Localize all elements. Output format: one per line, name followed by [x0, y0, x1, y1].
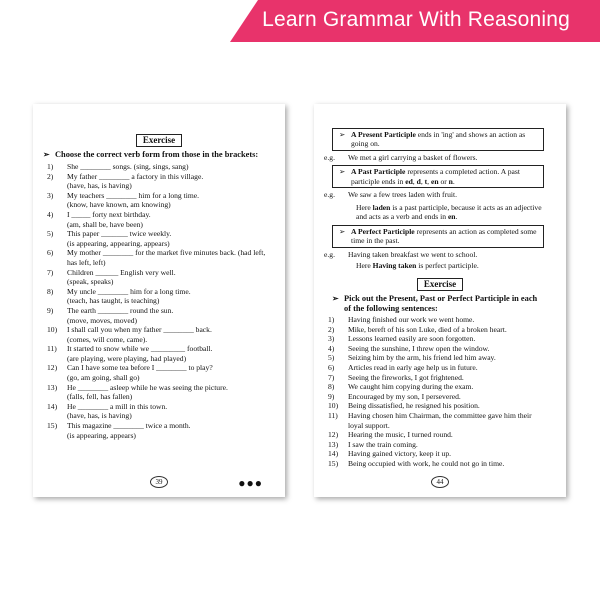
list-item	[328, 373, 546, 383]
list-item	[47, 172, 269, 182]
item-number: 4)	[47, 209, 54, 219]
item-options: (are playing, were playing, had played)	[67, 353, 187, 363]
right-page	[314, 104, 566, 497]
item-number: 2)	[47, 171, 54, 181]
list-item	[328, 392, 546, 402]
item-number: 14)	[328, 449, 339, 459]
definition-present-participle: ➢ A Present Participle ends in 'ing' and shows an action as going on.	[332, 128, 544, 151]
list-item	[328, 440, 546, 450]
item-number: 11)	[47, 344, 57, 354]
page-number: 44	[431, 476, 449, 488]
list-item	[47, 421, 269, 431]
item-number: 14)	[47, 401, 58, 411]
item-number: 15)	[328, 458, 339, 468]
exercise-title: Exercise	[136, 134, 182, 147]
list-item	[47, 383, 269, 393]
item-text: My teachers ________ him for a long time.	[67, 190, 200, 200]
item-text: He ________ asleep while he was seeing the picture.	[67, 382, 228, 392]
item-number: 9)	[328, 391, 335, 401]
arrow-icon: ➢	[339, 167, 346, 177]
item-options: (go, am going, shall go)	[67, 373, 140, 383]
item-number: 9)	[47, 305, 54, 315]
item-text: My father ________ a factory in this village.	[67, 171, 204, 181]
item-text: She ________ songs. (sing, sings, sang)	[67, 162, 189, 171]
item-options: (have, has, is having)	[67, 181, 132, 191]
item-text: Seeing the sunshine, I threw open the window.	[348, 343, 490, 353]
item-number: 10)	[328, 401, 339, 411]
item-text: Seeing the fireworks, I got frightened.	[348, 372, 464, 382]
item-number: 2)	[328, 324, 335, 334]
item-options: (know, have known, am knowing)	[67, 200, 171, 210]
list-item	[47, 229, 269, 239]
list-item	[328, 401, 546, 411]
item-number: 11)	[328, 410, 338, 420]
item-text: Being occupied with work, he could not go in time.	[348, 458, 505, 468]
list-item	[47, 287, 269, 297]
list-item	[47, 191, 269, 201]
item-number: 3)	[328, 334, 335, 344]
exercise-list	[314, 315, 566, 469]
item-options: (is appearing, appears)	[67, 430, 136, 440]
item-number: 10)	[47, 325, 58, 335]
list-item	[47, 325, 269, 335]
item-text: The earth ________ round the sun.	[67, 305, 174, 315]
arrow-icon: ➢	[339, 227, 346, 236]
item-text: Can I have some tea before I ________ to play?	[67, 363, 213, 373]
list-item	[328, 315, 546, 325]
list-item	[47, 402, 269, 412]
item-text: I _____ forty next birthday.	[67, 209, 151, 219]
definition-past-participle: ➢ A Past Participle represents a completed action. A past participle ends in ed, d, t, en or n.	[332, 165, 544, 188]
left-page	[33, 104, 285, 497]
item-text: My uncle ________ him for a long time.	[67, 286, 191, 296]
example-row: e.g. We met a girl carrying a basket of flowers.	[324, 152, 478, 162]
item-number: 1)	[328, 315, 335, 324]
item-text: He ________ a mill in this town.	[67, 401, 168, 411]
example-row: e.g. Having taken breakfast we went to school.	[324, 249, 478, 259]
list-item	[47, 162, 269, 172]
item-options: (comes, will come, came).	[67, 334, 148, 344]
item-options: (move, moves, moved)	[67, 315, 138, 325]
item-text: It started to snow while we _________ football.	[67, 344, 213, 354]
item-options: (speak, speaks)	[67, 277, 114, 287]
item-number: 8)	[328, 382, 335, 392]
list-item	[328, 459, 546, 469]
list-item	[328, 449, 546, 459]
item-text: Having gained victory, keep it up.	[348, 449, 452, 459]
exercise-heading: ➢ Pick out the Present, Past or Perfect Participle in each of the following sentences:	[332, 294, 538, 313]
exercise-title: Exercise	[417, 278, 463, 291]
exercise-heading: ➢ Choose the correct verb form from those in the brackets:	[43, 150, 259, 159]
item-text: Articles read in early age help us in future.	[348, 362, 478, 372]
list-item	[328, 382, 546, 392]
list-item	[328, 363, 546, 373]
item-number: 8)	[47, 286, 54, 296]
item-text: Children ______ English very well.	[67, 267, 176, 277]
note-past-participle: Here laden is a past participle, because it acts as an adjective and acts as a verb and ends in en.	[356, 202, 542, 222]
item-text: Hearing the music, I turned round.	[348, 430, 453, 440]
item-options: (am, shall be, have been)	[67, 219, 143, 229]
item-text: This paper _______ twice weekly.	[67, 229, 172, 239]
list-item	[328, 334, 546, 344]
item-text: Mike, bereft of his son Luke, died of a broken heart.	[348, 324, 507, 334]
item-number: 15)	[47, 421, 58, 431]
list-item	[47, 248, 269, 267]
list-item	[328, 325, 546, 335]
item-number: 7)	[328, 372, 335, 382]
item-number: 7)	[47, 267, 54, 277]
list-item	[47, 306, 269, 316]
item-text: I shall call you when my father ________ back.	[67, 325, 212, 335]
list-item	[47, 344, 269, 354]
list-item	[47, 363, 269, 373]
note-perfect-participle: Here Having taken is perfect participle.	[356, 261, 479, 271]
item-options: (teach, has taught, is teaching)	[67, 296, 160, 306]
item-text: We caught him copying during the exam.	[348, 382, 474, 392]
list-item	[328, 353, 546, 363]
item-number: 6)	[47, 248, 54, 258]
item-number: 12)	[47, 363, 58, 373]
arrow-icon: ➢	[332, 294, 339, 303]
item-text: Having finished our work we went home.	[348, 315, 475, 324]
list-item	[47, 268, 269, 278]
item-text: Lessons learned easily are soon forgotten.	[348, 334, 476, 344]
list-item	[328, 430, 546, 440]
list-item	[328, 344, 546, 354]
item-text: This magazine ________ twice a month.	[67, 421, 191, 431]
item-number: 13)	[47, 382, 58, 392]
item-number: 5)	[328, 353, 335, 363]
item-options: (is appearing, appearing, appears)	[67, 238, 170, 248]
item-text: Being dissatisfied, he resigned his position.	[348, 401, 480, 411]
page-number: 39	[150, 476, 168, 488]
dots-icon: ●●●	[238, 476, 263, 490]
example-row: e.g. We saw a few trees laden with fruit.	[324, 190, 458, 200]
item-text: Seizing him by the arm, his friend led him away.	[348, 353, 496, 363]
item-number: 1)	[47, 162, 54, 171]
list-item	[328, 411, 546, 430]
item-text: I saw the train coming.	[348, 439, 418, 449]
exercise-list	[33, 162, 285, 440]
definition-perfect-participle: ➢ A Perfect Participle represents an action as completed some time in the past.	[332, 225, 544, 248]
item-number: 5)	[47, 229, 54, 239]
banner-title: Learn Grammar With Reasoning	[262, 8, 570, 31]
item-text: Encouraged by my son, I persevered.	[348, 391, 461, 401]
item-number: 13)	[328, 439, 339, 449]
item-number: 4)	[328, 343, 335, 353]
item-number: 12)	[328, 430, 339, 440]
item-options: (have, has, is having)	[67, 411, 132, 421]
item-number: 6)	[328, 362, 335, 372]
item-text: My mother ________ for the market five minutes back. (had left, has left, left)	[67, 248, 266, 267]
item-options: (falls, fell, has fallen)	[67, 392, 133, 402]
list-item	[47, 210, 269, 220]
arrow-icon: ➢	[339, 130, 346, 139]
item-number: 3)	[47, 190, 54, 200]
item-text: Having chosen him Chairman, the committee gave him their loyal support.	[348, 410, 532, 430]
arrow-icon: ➢	[43, 150, 50, 159]
